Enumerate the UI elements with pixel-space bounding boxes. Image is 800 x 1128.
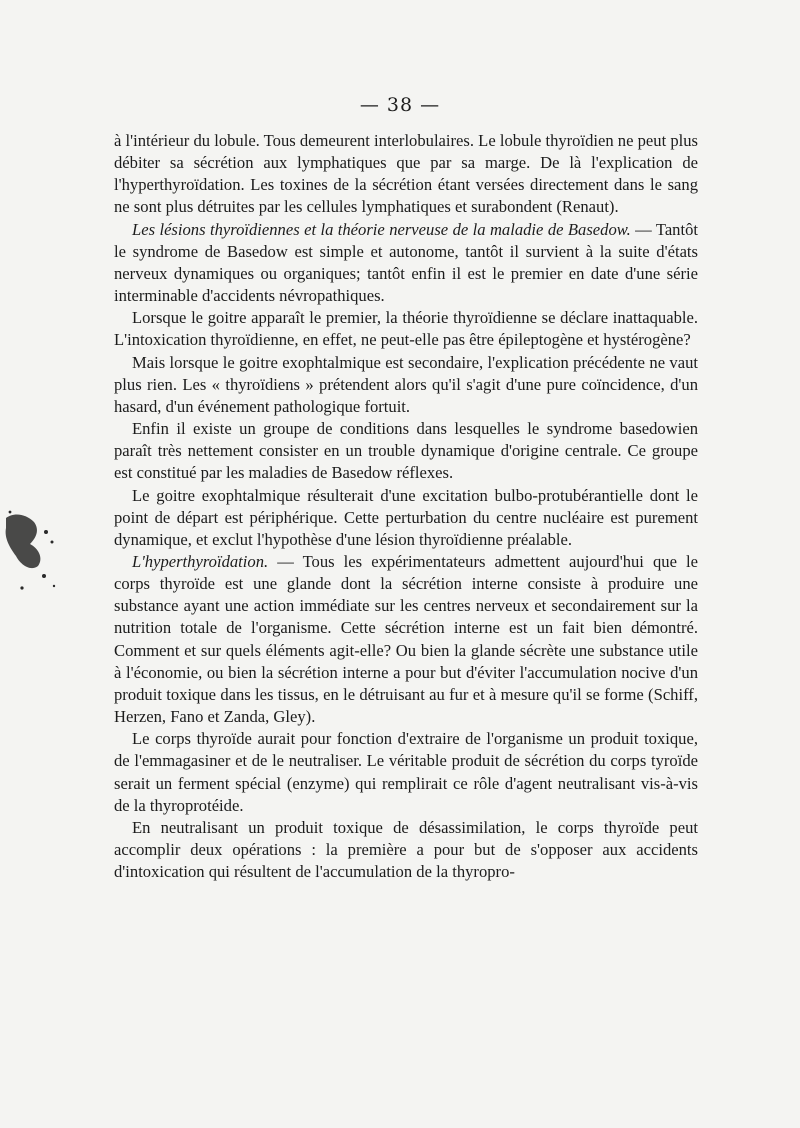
section-heading: Les lésions thyroïdiennes et la théorie nerveuse de la maladie de Basedow. bbox=[132, 219, 631, 239]
paragraph bbox=[114, 307, 698, 351]
paragraph-text: Mais lorsque le goitre exophtalmique est secondaire, l'explication précédente ne vaut plus rien. Les « thyroïdiens » prétendent alors qu'il s'agit d'une pure coïncidence, d'un hasard, d'un événement pathologique fortuit. bbox=[114, 352, 698, 416]
paragraph bbox=[114, 817, 698, 883]
paragraph bbox=[114, 485, 698, 551]
paragraph-text: Lorsque le goitre apparaît le premier, la théorie thyroïdienne se déclare inattaquable. L'intoxication thyroïdienne, en effet, ne peut-elle pas être épileptogène et hystérogène? bbox=[114, 308, 698, 350]
ink-stain-mark bbox=[0, 508, 64, 608]
paragraph-text: à l'intérieur du lobule. Tous demeurent interlobulaires. Le lobule thyroïdien ne peut plus débiter sa sécrétion aux lymphatiques que par sa marge. De là l'explication de l'hyperthyroïdation. Les toxines de la sécrétion étant versées directement dans le sang ne sont plus détruites par les cellules lymphatiques et surabondent (Renaut). bbox=[114, 131, 698, 217]
paragraph bbox=[114, 130, 698, 219]
paragraph bbox=[114, 219, 698, 308]
paragraph-text: — Tantôt le syndrome de Basedow est simple et autonome, tantôt il survient à la suite d'états nerveux dynamiques ou organiques; tantôt enfin il est le premier en date d'une série interminable d'accidents névropathiques. bbox=[114, 219, 699, 306]
paragraph-text: Le corps thyroïde aurait pour fonction d'extraire de l'organisme un produit toxique, de l'emmagasiner et de le neutraliser. Le véritable produit de sécrétion du corps tyroïde serait un ferment spécial (enzyme) qui remplirait ce rôle d'agent neutralisant vis-à-vis de la thyroprotéide. bbox=[114, 729, 698, 815]
paragraph bbox=[114, 352, 698, 418]
paragraph-text: Le goitre exophtalmique résulterait d'une excitation bulbo-protubérantielle dont le point de départ est périphérique. Cette perturbation du centre nucléaire est purement dynamique, et exclut l'hypothèse d'une lésion thyroïdienne préalable. bbox=[114, 485, 698, 549]
page-number: — 38 — bbox=[359, 94, 441, 116]
paragraph bbox=[114, 728, 698, 817]
paragraph-text: — Tous les expérimentateurs admettent aujourd'hui que le corps thyroïde est une glande dont la sécrétion interne consiste à produire une substance ayant une action immédiate sur les centres nerveux et secondairement sur la nutrition totale de l'organisme. Cette sécrétion interne est un fait bien démontré. Comment et sur quels éléments agit-elle? Ou bien la glande sécrète une substance utile à l'économie, ou bien la sécrétion interne a pour but d'éviter l'accumulation nocive d'un produit toxique dans les tissus, en le détruisant au fur et à mesure qu'il se forme (Schiff, Herzen, Fano et Zanda, Gley). bbox=[114, 551, 698, 727]
paragraph-text: En neutralisant un produit toxique de désassimilation, le corps thyroïde peut accomplir deux opérations : la première a pour but de s'opposer aux accidents d'intoxication qui résultent de l'accumulation de la thyropro- bbox=[114, 817, 698, 882]
section-heading: L'hyperthyroïdation. bbox=[132, 551, 269, 571]
paragraph bbox=[114, 418, 698, 484]
body-text bbox=[114, 130, 698, 883]
paragraph bbox=[114, 551, 698, 728]
paragraph-text: Enfin il existe un groupe de conditions dans lesquelles le syndrome basedowien paraît très nettement consister en un trouble dynamique d'origine centrale. Ce groupe est constitué par les maladies de Basedow réflexes. bbox=[114, 419, 698, 483]
